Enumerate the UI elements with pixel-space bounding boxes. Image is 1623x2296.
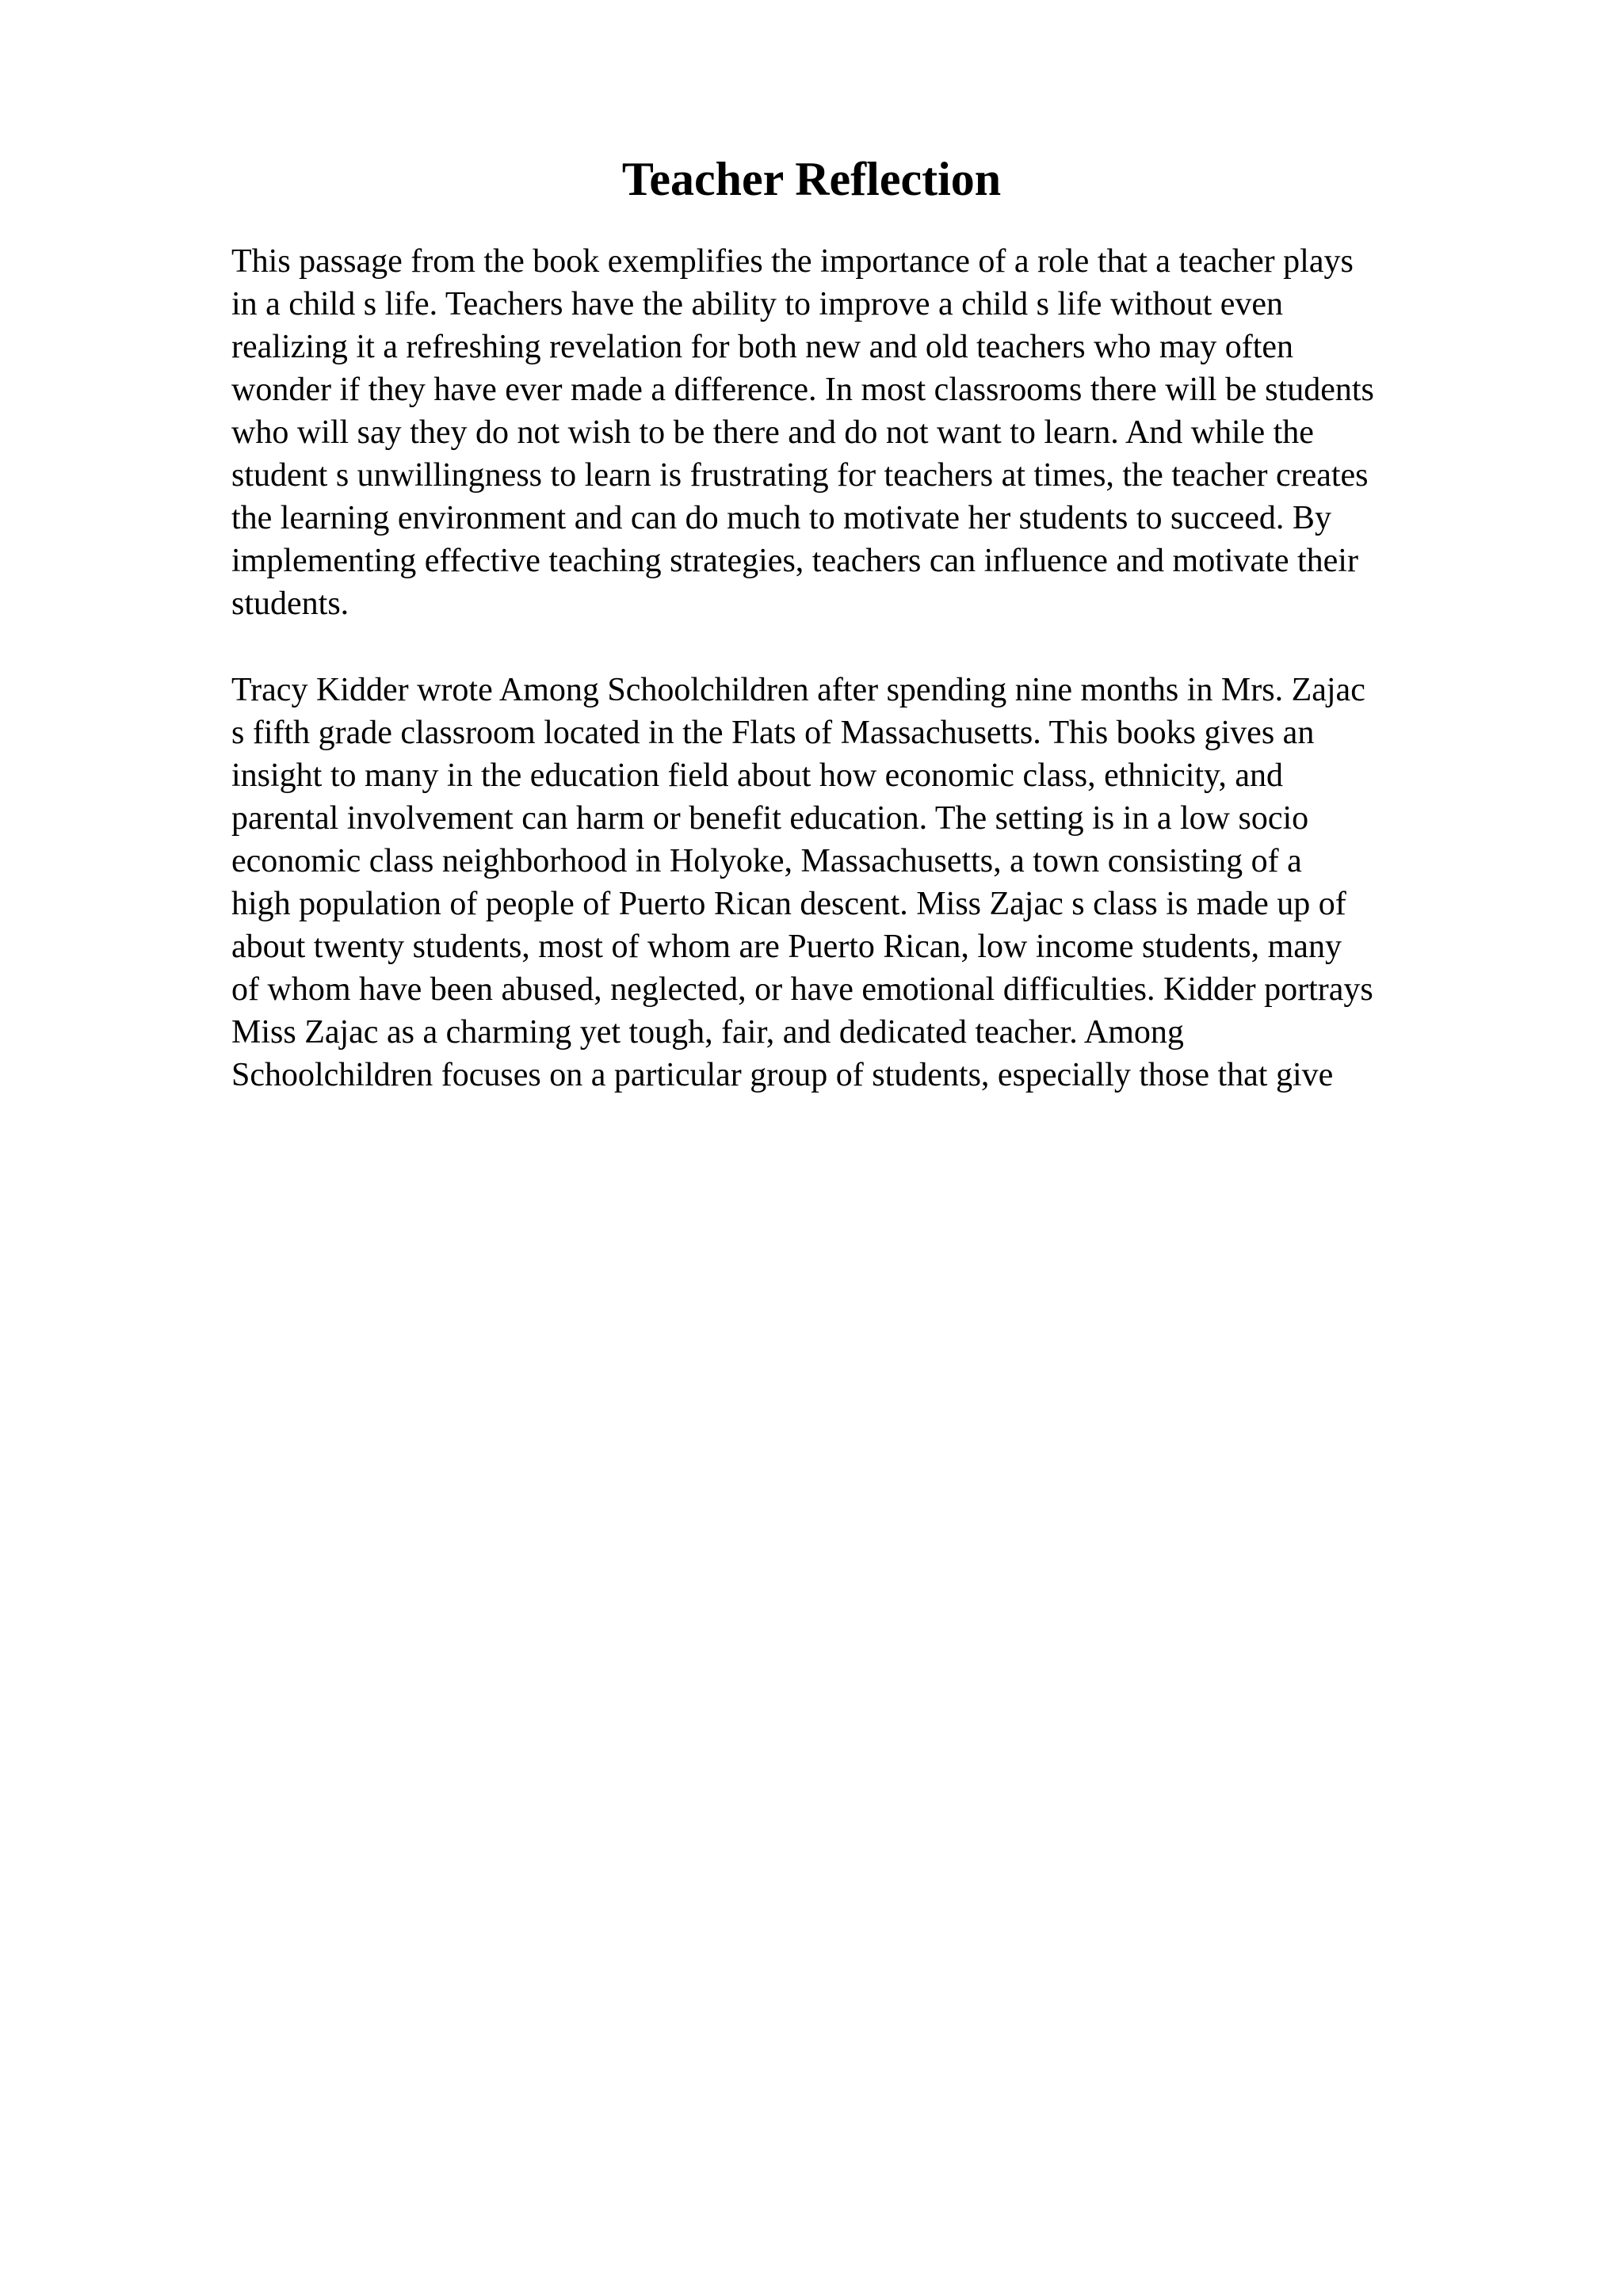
text-line: high population of people of Puerto Rican descent. Miss Zajac s class is made up of xyxy=(231,886,1346,922)
text-line: realizing it a refreshing revelation for both new and old teachers who may often xyxy=(231,329,1294,365)
text-line: Miss Zajac as a charming yet tough, fair, and dedicated teacher. Among xyxy=(231,1014,1184,1051)
document-title: Teacher Reflection xyxy=(621,153,1002,205)
paragraph-2 xyxy=(231,669,1515,1097)
text-line: student s unwillingness to learn is frustrating for teachers at times, the teacher creates xyxy=(231,457,1369,494)
text-line: This passage from the book exemplifies the importance of a role that a teacher plays xyxy=(231,243,1354,280)
document-body xyxy=(231,240,1515,1097)
paragraph-spacer xyxy=(231,625,1515,669)
text-line: Tracy Kidder wrote Among Schoolchildren after spending nine months in Mrs. Zajac xyxy=(231,672,1365,708)
text-line: wonder if they have ever made a difference. In most classrooms there will be students xyxy=(231,372,1374,408)
text-line: s fifth grade classroom located in the Flats of Massachusetts. This books gives an xyxy=(231,715,1315,751)
text-line: in a child s life. Teachers have the ability to improve a child s life without even xyxy=(231,286,1284,322)
paragraph-1 xyxy=(231,240,1515,625)
text-line: the learning environment and can do much to motivate her students to succeed. By xyxy=(231,500,1331,536)
text-line: Schoolchildren focuses on a particular group of students, especially those that give xyxy=(231,1057,1334,1093)
text-line: students. xyxy=(231,585,349,622)
text-line: economic class neighborhood in Holyoke, Massachusetts, a town consisting of a xyxy=(231,843,1302,879)
text-line: who will say they do not wish to be there and do not want to learn. And while the xyxy=(231,414,1314,451)
text-line: of whom have been abused, neglected, or have emotional difficulties. Kidder portrays xyxy=(231,971,1373,1008)
text-line: insight to many in the education field about how economic class, ethnicity, and xyxy=(231,757,1283,794)
text-line: parental involvement can harm or benefit education. The setting is in a low socio xyxy=(231,800,1309,837)
text-line: about twenty students, most of whom are Puerto Rican, low income students, many xyxy=(231,929,1342,965)
text-line: implementing effective teaching strategies, teachers can influence and motivate their xyxy=(231,543,1358,579)
